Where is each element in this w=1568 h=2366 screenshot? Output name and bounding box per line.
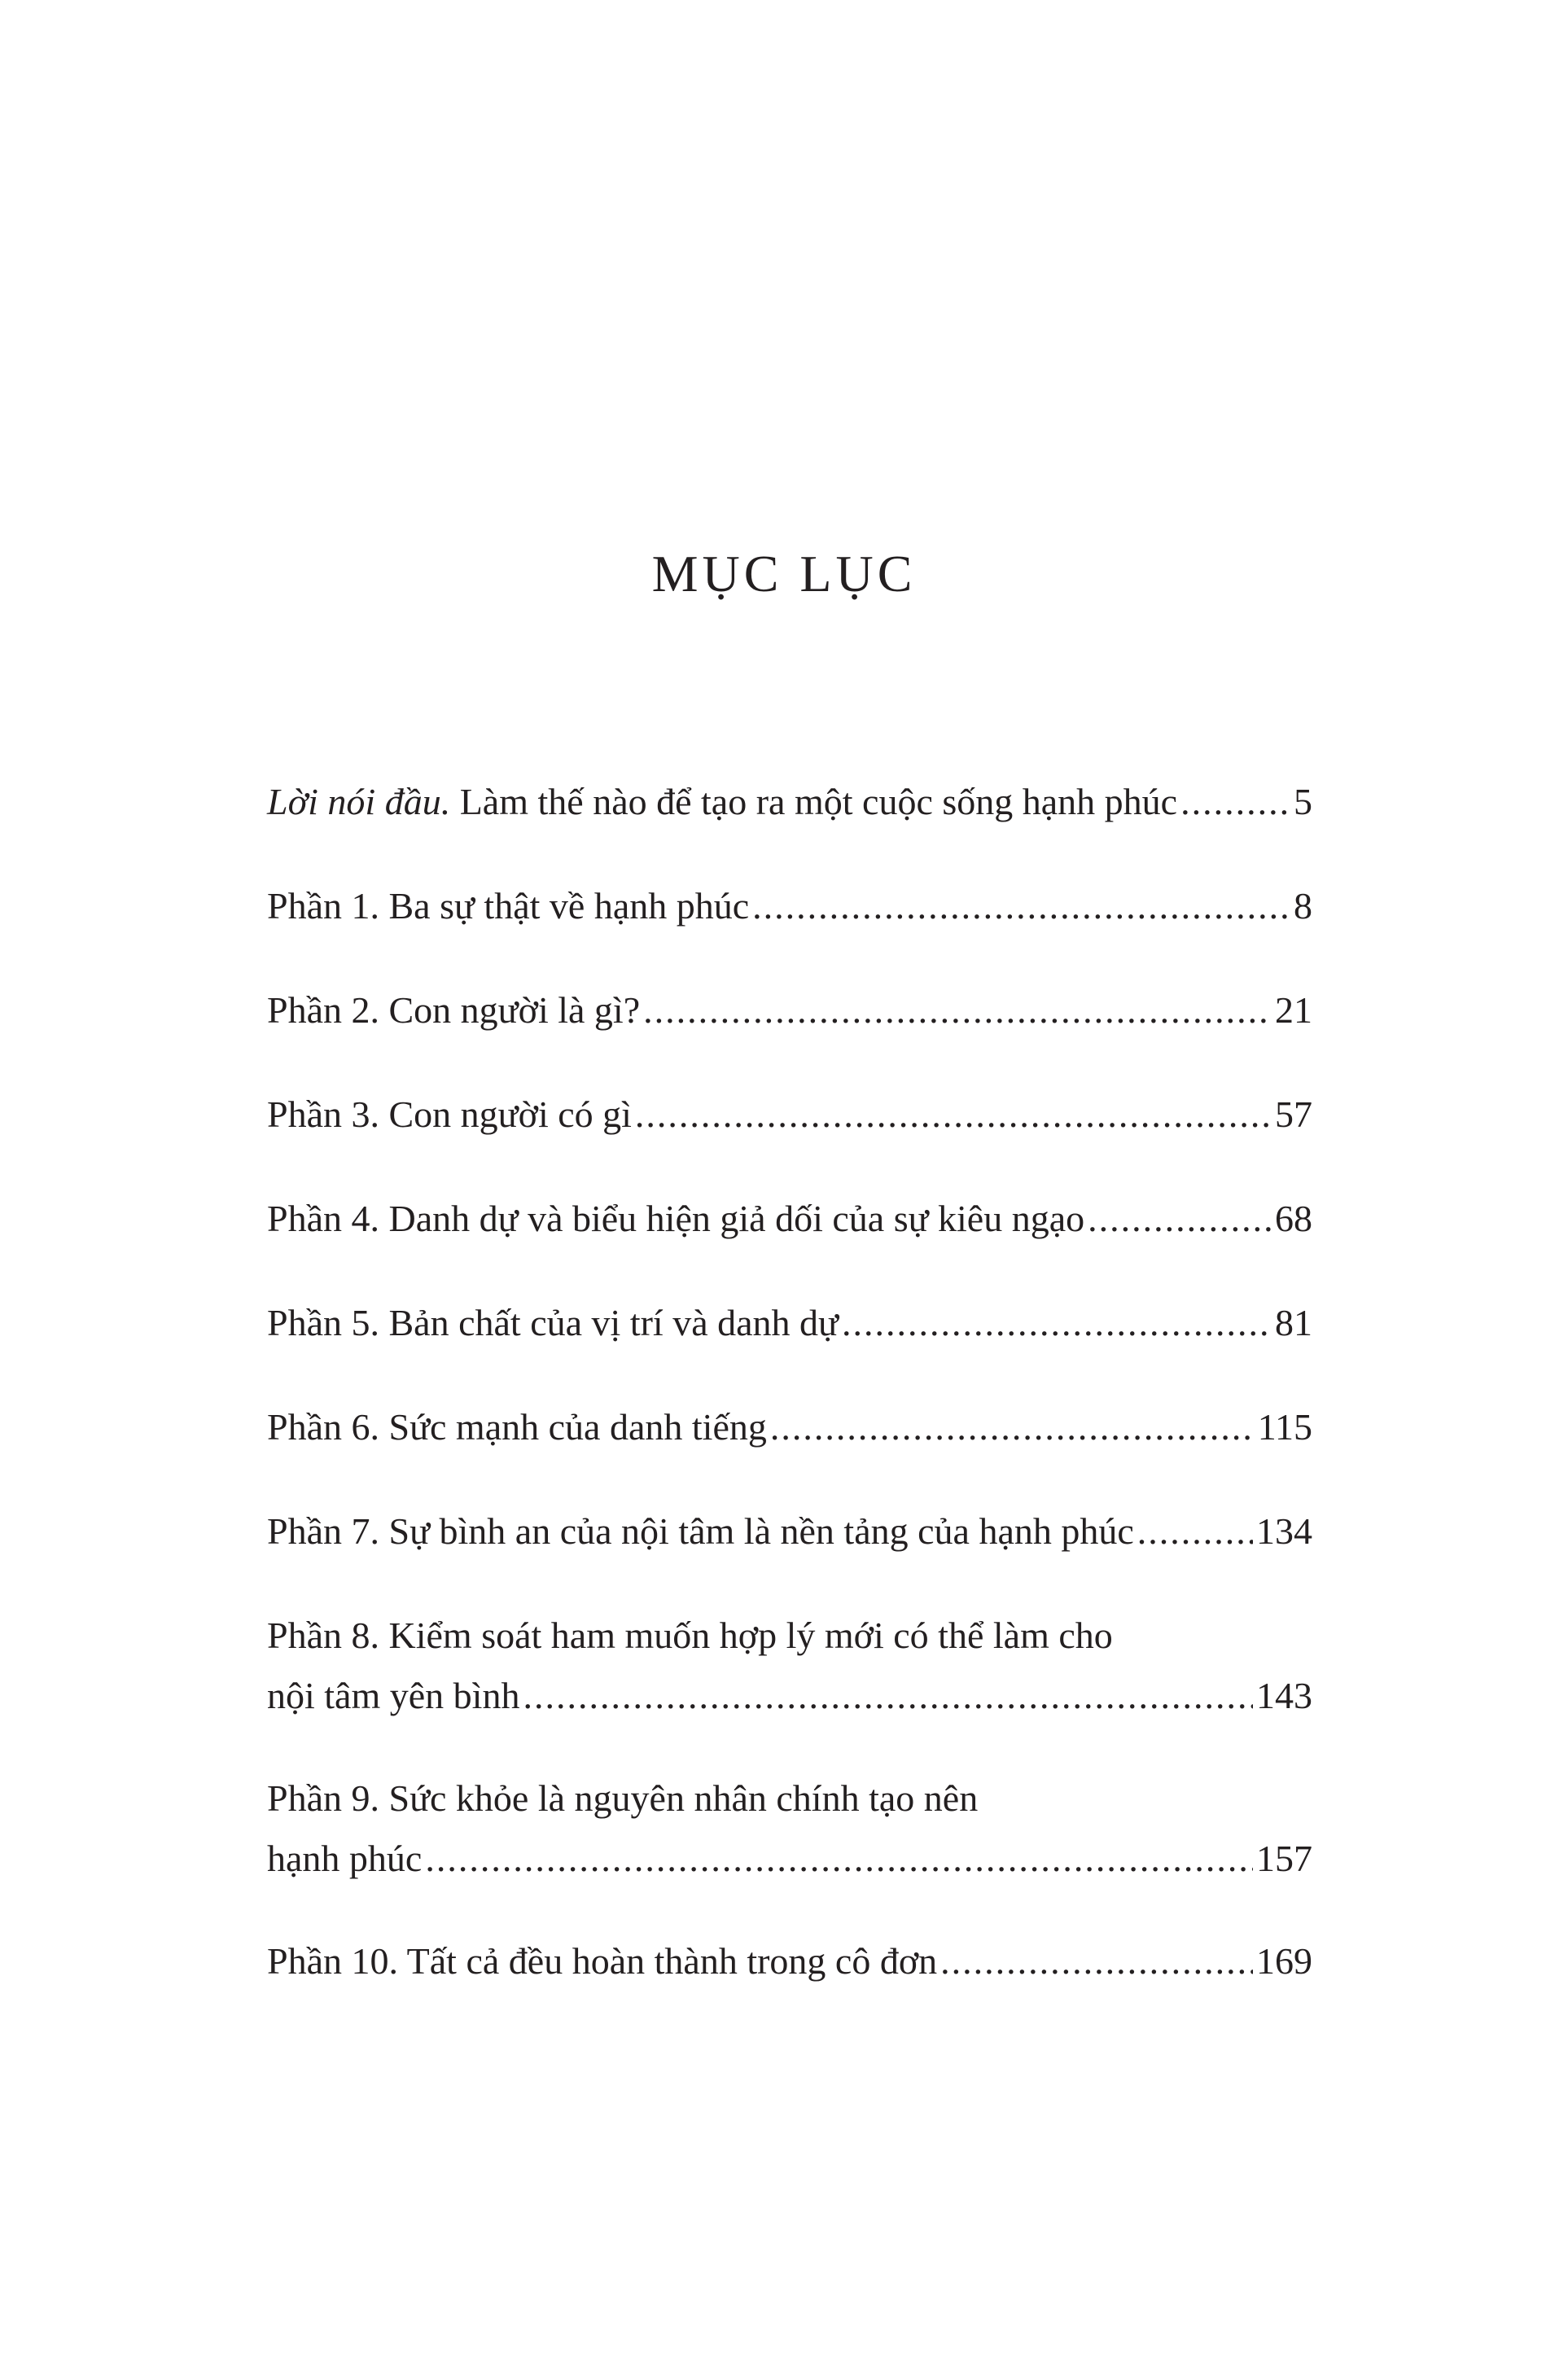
toc-page-number: 21	[1275, 989, 1312, 1031]
toc-entry-part-7	[267, 1501, 1312, 1562]
toc-entry-preface	[267, 772, 1312, 832]
toc-page-number: 157	[1256, 1838, 1312, 1879]
toc-entry-part-2	[267, 980, 1312, 1041]
toc-page-number: 169	[1256, 1940, 1312, 1982]
toc-entry-first-line: Phần 8. Kiểm soát ham muốn hợp lý mới có thể làm cho	[267, 1615, 1113, 1656]
toc-page-number: 8	[1294, 885, 1312, 927]
toc-page-number: 68	[1275, 1198, 1312, 1239]
dot-leader	[1137, 1501, 1253, 1562]
toc-entry-text: hạnh phúc	[267, 1838, 423, 1879]
dot-leader	[523, 1666, 1253, 1726]
page-title: MỤC LỤC	[651, 545, 917, 602]
toc-entry-text: Làm thế nào để tạo ra một cuộc sống hạnh phúc	[450, 781, 1178, 822]
dot-leader	[643, 980, 1272, 1041]
toc-entry-text: Phần 2. Con người là gì?	[267, 989, 641, 1031]
toc-entry-part-6	[267, 1397, 1312, 1457]
dot-leader	[940, 1931, 1253, 1991]
toc-page-number: 5	[1294, 781, 1312, 822]
toc-entry-part-3	[267, 1084, 1312, 1145]
toc-entry-text: Phần 7. Sự bình an của nội tâm là nền tảng của hạnh phúc	[267, 1510, 1134, 1552]
dot-leader	[842, 1293, 1272, 1353]
dot-leader	[1088, 1189, 1272, 1249]
toc-entry-part-8	[267, 1606, 1312, 1726]
toc-entry-text: Phần 4. Danh dự và biểu hiện giả dối của sự kiêu ngạo	[267, 1198, 1085, 1239]
toc-entry-text: Phần 1. Ba sự thật về hạnh phúc	[267, 885, 750, 927]
dot-leader	[1180, 772, 1290, 832]
toc-page-number: 57	[1275, 1093, 1312, 1135]
dot-leader	[425, 1829, 1253, 1889]
toc-entry-title	[267, 772, 1177, 832]
toc-entry-part-1	[267, 876, 1312, 936]
toc-page-number: 143	[1256, 1675, 1312, 1716]
toc-entry-text: Phần 6. Sức mạnh của danh tiếng	[267, 1406, 767, 1448]
toc-entry-part-9	[267, 1768, 1312, 1889]
toc-page-number: 134	[1256, 1510, 1312, 1552]
toc-entry-part-5	[267, 1293, 1312, 1353]
toc-page-number: 81	[1275, 1302, 1312, 1343]
dot-leader	[770, 1397, 1255, 1457]
toc-page-number: 115	[1257, 1406, 1312, 1448]
dot-leader	[635, 1084, 1272, 1145]
toc-entry-text: Phần 10. Tất cả đều hoàn thành trong cô đơn	[267, 1940, 938, 1982]
toc-entry-part-4	[267, 1189, 1312, 1249]
dot-leader	[752, 876, 1290, 936]
toc-entry-text: Phần 5. Bản chất của vị trí và danh dự	[267, 1302, 839, 1343]
toc-entry-prefix: Lời nói đầu.	[267, 781, 451, 822]
toc-entry-text: nội tâm yên bình	[267, 1675, 520, 1716]
toc-entry-text: Phần 3. Con người có gì	[267, 1093, 632, 1135]
toc-entry-first-line: Phần 9. Sức khỏe là nguyên nhân chính tạo nên	[267, 1777, 979, 1819]
toc-entry-part-10	[267, 1931, 1312, 1991]
